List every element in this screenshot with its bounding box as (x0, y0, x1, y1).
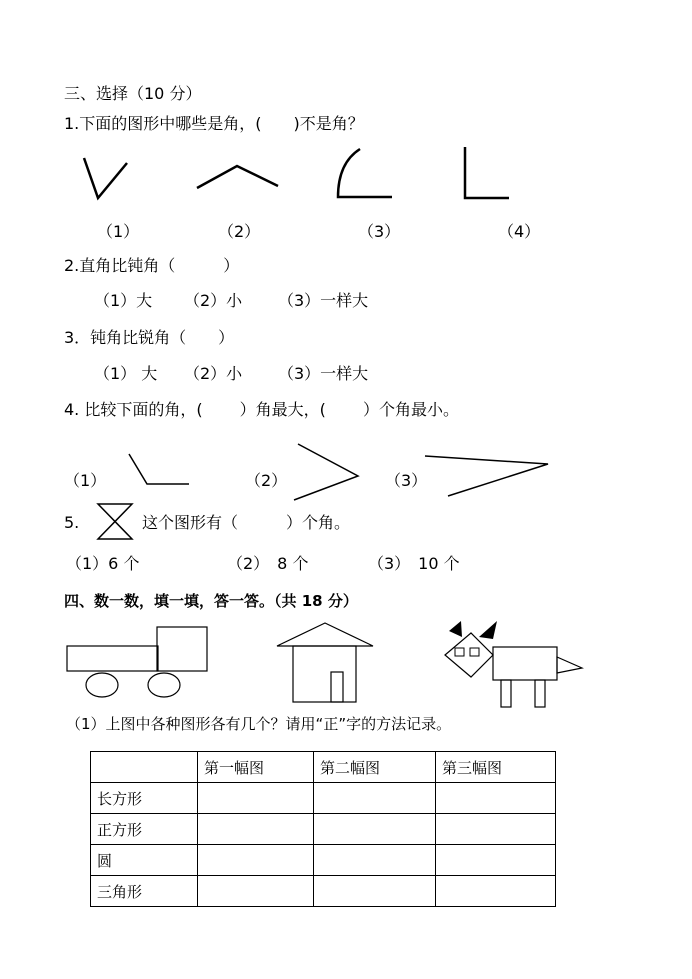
table-header-cell: 第二幅图 (314, 752, 436, 783)
table-header-cell (91, 752, 198, 783)
row-label-square: 正方形 (91, 814, 198, 845)
q4-label-2: （2） (245, 471, 288, 490)
answer-cell[interactable] (436, 876, 556, 907)
row-label-rectangle: 长方形 (91, 783, 198, 814)
table-row (91, 845, 556, 876)
q5-option-2: （2） 8 个 (227, 554, 309, 573)
q1-figure-1 (80, 150, 140, 210)
q1-label-1: （1） (97, 222, 140, 241)
table-row (91, 876, 556, 907)
table-row (91, 814, 556, 845)
q3-option-1: （1） 大 (94, 364, 158, 383)
q2-option-3: （3）一样大 (278, 291, 369, 310)
table-header-cell: 第一幅图 (198, 752, 314, 783)
q1-figure-4 (455, 145, 515, 205)
q1-label-2: （2） (218, 222, 261, 241)
answer-cell[interactable] (314, 814, 436, 845)
q3-option-2: （2）小 (184, 364, 243, 383)
q2-option-1: （1）大 (94, 291, 153, 310)
question-1-text: 1.下面的图形中哪些是角，( )不是角？ (64, 114, 364, 133)
animal-figure (443, 615, 588, 710)
shape-count-table (90, 751, 556, 907)
q4-label-1: （1） (64, 471, 107, 490)
q4-angle-2 (290, 440, 365, 505)
truck-figure (66, 626, 211, 701)
q1-figure-3 (330, 143, 400, 203)
table-row (91, 783, 556, 814)
q1-label-3: （3） (358, 222, 401, 241)
answer-cell[interactable] (436, 845, 556, 876)
q4-angle-3 (420, 452, 555, 502)
q5-option-3: （3） 10 个 (368, 554, 460, 573)
q1-figure-2 (192, 158, 287, 198)
question-4-text: 4. 比较下面的角，( ）角最大，( ）个角最小。 (64, 400, 460, 419)
question-3-text: 3．钝角比锐角（ ） (64, 328, 235, 347)
q3-option-3: （3）一样大 (278, 364, 369, 383)
q1-label-4: （4） (498, 222, 541, 241)
question-5-text: 这个图形有（ ）个角。 (142, 513, 351, 532)
row-label-circle: 圆 (91, 845, 198, 876)
section-3-title: 三、选择（10 分） (64, 84, 202, 103)
answer-cell[interactable] (198, 814, 314, 845)
answer-cell[interactable] (314, 876, 436, 907)
question-2-text: 2.直角比钝角（ ） (64, 256, 240, 275)
table-header-row (91, 752, 556, 783)
table-header-cell: 第三幅图 (436, 752, 556, 783)
question-sub1-text: （1）上图中各种图形各有几个？请用“正”字的方法记录。 (66, 715, 452, 733)
q5-option-1: （1）6 个 (66, 554, 140, 573)
q4-angle-1 (125, 450, 195, 490)
answer-cell[interactable] (198, 783, 314, 814)
answer-cell[interactable] (436, 783, 556, 814)
answer-cell[interactable] (436, 814, 556, 845)
answer-cell[interactable] (314, 783, 436, 814)
house-figure (275, 620, 375, 705)
q2-option-2: （2）小 (184, 291, 243, 310)
row-label-triangle: 三角形 (91, 876, 198, 907)
hourglass-figure (96, 502, 136, 542)
answer-cell[interactable] (198, 845, 314, 876)
answer-cell[interactable] (314, 845, 436, 876)
section-4-title: 四、数一数，填一填，答一答。（共 18 分） (64, 592, 358, 610)
q4-label-3: （3） (385, 471, 428, 490)
question-5-number: 5. (64, 513, 80, 532)
answer-cell[interactable] (198, 876, 314, 907)
